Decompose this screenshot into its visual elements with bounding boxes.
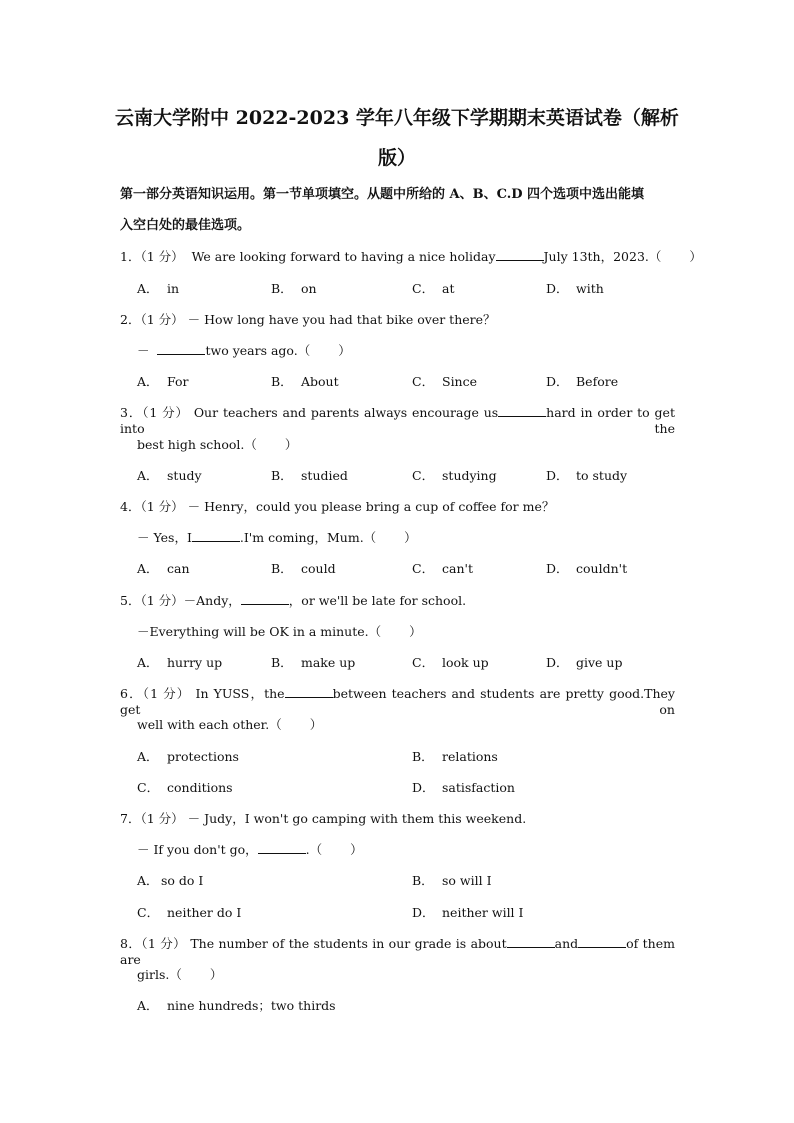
option-c[interactable]: C． Since — [412, 374, 478, 389]
option-a[interactable]: A． nine hundreds；two thirds — [137, 998, 336, 1013]
option-b[interactable]: B． studied — [271, 468, 348, 483]
question-3 — [120, 405, 675, 437]
question-text: －Andy， — [183, 593, 241, 608]
option-b[interactable]: B． could — [271, 561, 336, 576]
option-d[interactable]: D． give up — [546, 655, 623, 670]
question-8-continued: girls.（ ） — [137, 967, 223, 982]
option-a[interactable]: A． so do I — [137, 873, 204, 888]
question-2-reply: － two years ago.（ ） — [137, 343, 351, 358]
option-a[interactable]: A． study — [137, 468, 202, 483]
question-text: July 13th，2023.（ — [543, 249, 662, 264]
question-number: 7．（1 分） — [120, 811, 184, 826]
answer-blank — [157, 343, 205, 355]
question-5 — [120, 593, 466, 609]
option-d[interactable]: D． with — [546, 281, 604, 296]
option-a[interactable]: A． hurry up — [137, 655, 223, 670]
option-a[interactable]: A． can — [137, 561, 190, 576]
question-4-reply: － Yes，I .I'm coming，Mum.（ ） — [137, 530, 417, 545]
option-a[interactable]: A． protections — [137, 749, 239, 764]
question-number: 2．（1 分） — [120, 312, 184, 327]
question-number: 6．（1 分） — [120, 686, 191, 701]
question-text: In YUSS，the — [195, 686, 285, 701]
option-c[interactable]: C． neither do I — [137, 905, 242, 920]
page-title: 云南大学附中 2022-2023 学年八年级下学期期末英语试卷（解析 — [115, 107, 679, 129]
question-text: － Judy，I won't go camping with them this weekend. — [187, 811, 527, 826]
option-c[interactable]: C． studying — [412, 468, 497, 483]
option-c[interactable]: C． at — [412, 281, 455, 296]
question-text: hard in order to get into the — [120, 405, 675, 436]
option-d[interactable]: D． neither will I — [412, 905, 524, 920]
question-text: ，or we'll be late for school. — [288, 593, 467, 608]
question-text: We are looking forward to having a nice holiday — [191, 249, 496, 264]
question-text: Our teachers and parents always encourage us — [193, 405, 499, 420]
question-text: The number of the students in our grade is about — [190, 936, 507, 951]
answer-blank — [496, 249, 544, 261]
option-b[interactable]: B． About — [271, 374, 339, 389]
answer-blank — [498, 405, 546, 417]
option-b[interactable]: B． make up — [271, 655, 356, 670]
option-d[interactable]: D． couldn't — [546, 561, 628, 576]
option-c[interactable]: C． can't — [412, 561, 473, 576]
answer-blank — [258, 842, 306, 854]
answer-blank — [285, 686, 333, 698]
question-1: 1．（1 分） We are looking forward to having a nice holiday July 13th，2023.（ ） — [120, 249, 702, 264]
option-d[interactable]: D． satisfaction — [412, 780, 515, 795]
option-b[interactable]: B． on — [271, 281, 317, 296]
question-number: 5．（1 分） — [120, 593, 184, 608]
answer-blank — [578, 936, 626, 948]
question-text: between teachers and students are pretty good.They get on — [120, 686, 675, 717]
question-2 — [120, 312, 496, 328]
question-8 — [120, 936, 675, 968]
question-7 — [120, 811, 526, 827]
option-c[interactable]: C． conditions — [137, 780, 233, 795]
question-number: 8．（1 分） — [120, 936, 186, 951]
section-instructions-continued: 入空白处的最佳选项。 — [120, 218, 251, 233]
question-number: 1．（1 分） — [120, 249, 184, 264]
question-4 — [120, 499, 554, 515]
question-text: and — [554, 936, 579, 951]
answer-blank — [507, 936, 555, 948]
option-c[interactable]: C． look up — [412, 655, 489, 670]
question-6-continued: well with each other.（ ） — [137, 717, 323, 732]
answer-blank — [241, 593, 289, 605]
question-text: － Henry，could you please bring a cup of coffee for me？ — [187, 499, 555, 514]
option-b[interactable]: B． so will I — [412, 873, 492, 888]
question-5-reply: －Everything will be OK in a minute.（ ） — [137, 624, 422, 639]
question-7-reply: － If you don't go， .（ ） — [137, 842, 363, 857]
question-number: 3．（1 分） — [120, 405, 189, 420]
option-a[interactable]: A． For — [137, 374, 189, 389]
answer-blank — [192, 530, 240, 542]
section-instructions: 第一部分英语知识运用。第一节单项填空。从题中所给的 A、B、C.D 四个选项中选出能填 — [120, 187, 645, 202]
page-title-continued: 版） — [377, 147, 416, 169]
question-text: of them are — [120, 936, 675, 967]
question-6 — [120, 686, 675, 718]
question-number: 4．（1 分） — [120, 499, 184, 514]
question-text: － How long have you had that bike over there？ — [187, 312, 496, 327]
option-a[interactable]: A． in — [137, 281, 180, 296]
question-3-continued: best high school.（ ） — [137, 437, 298, 452]
option-b[interactable]: B． relations — [412, 749, 498, 764]
option-d[interactable]: D． Before — [546, 374, 619, 389]
option-d[interactable]: D． to study — [546, 468, 628, 483]
